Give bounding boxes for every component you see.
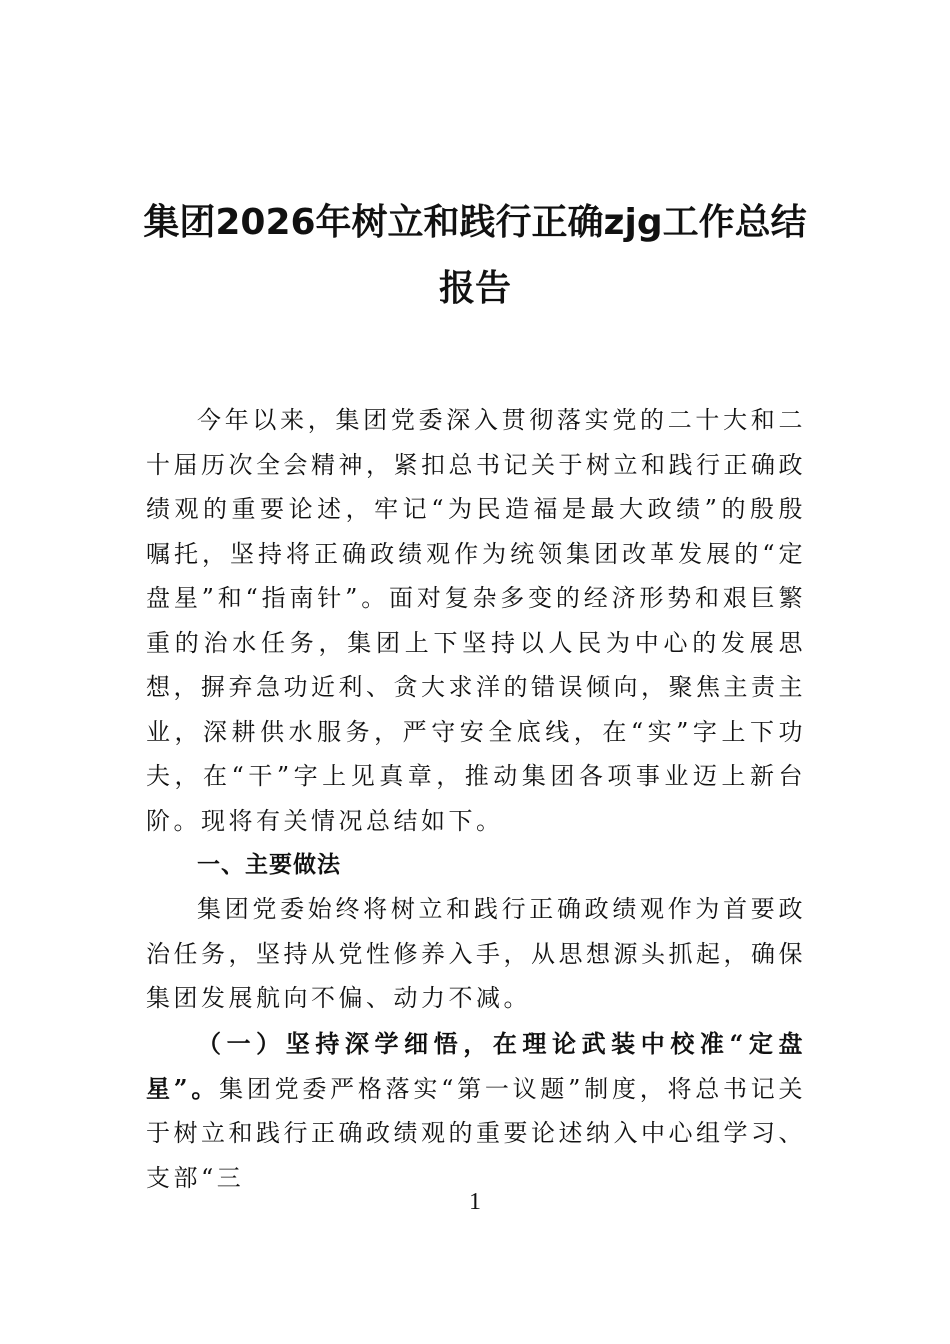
document-title — [100, 190, 850, 322]
title-line-1: 集团2026年树立和践行正确zjg工作总结 — [143, 202, 807, 243]
subsection-paragraph — [146, 1022, 806, 1200]
intro-paragraph: 今年以来，集团党委深入贯彻落实党的二十大和二十届历次全会精神，紧扣总书记关于树立和践行正确政绩观的重要论述，牢记“为民造福是最大政绩”的殷殷嘱托，坚持将正确政绩观作为统领集团改革发展的“定盘星”和“指南针”。面对复杂多变的经济形势和艰巨繁重的治水任务，集团上下坚持以人民为中心的发展思想，摒弃急功近利、贪大求洋的错误倾向，聚焦主责主业，深耕供水服务，严守安全底线，在“实”字上下功夫，在“干”字上见真章，推动集团各项事业迈上新台阶。现将有关情况总结如下。 — [146, 406, 806, 835]
section-intro-paragraph: 集团党委始终将树立和践行正确政绩观作为首要政治任务，坚持从党性修养入手，从思想源头抓起，确保集团发展航向不偏、动力不减。 — [146, 895, 806, 1012]
subsection-heading: （一）坚持深学细悟，在理论武装中校准“定盘星”。 — [146, 1029, 806, 1103]
section-heading-main-practices: 一、主要做法 — [197, 852, 341, 878]
title-line-2: 报告 — [438, 268, 511, 309]
subsection-body-text: 集团党委严格落实“第一议题”制度，将总书记关于树立和践行正确政绩观的重要论述纳入中心组学习、支部“三 — [146, 1074, 806, 1192]
page-number: 1 — [469, 1189, 481, 1215]
